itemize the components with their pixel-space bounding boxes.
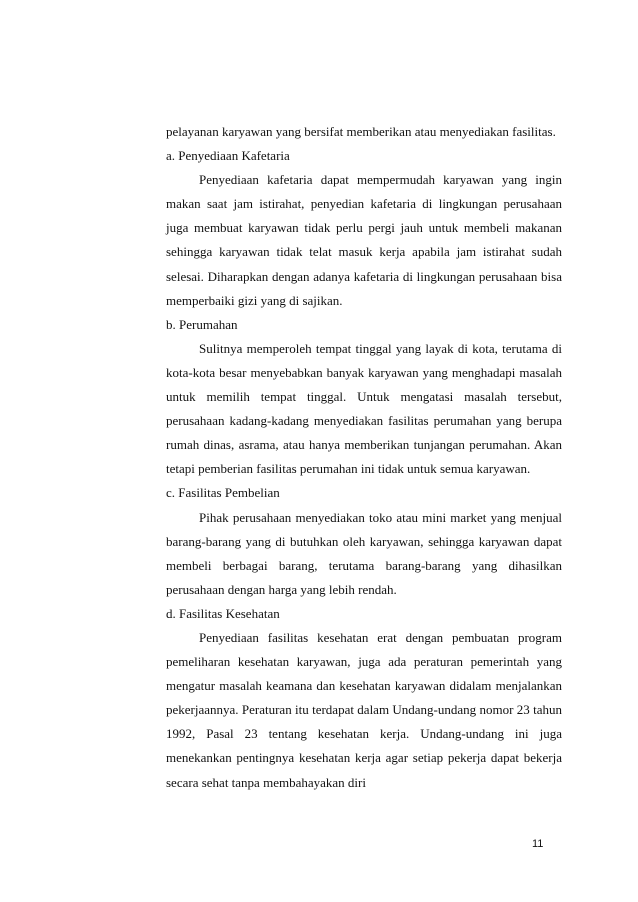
page-body bbox=[166, 120, 562, 795]
section-body-perumahan: Sulitnya memperoleh tempat tinggal yang layak di kota, terutama di kota-kota besar menyebabkan banyak karyawan yang menghadapi masalah untuk memilih tempat tinggal. Untuk mengatasi masalah tersebut, perusahaan kadang-kadang menyediakan fasilitas perumahan yang berupa rumah dinas, asrama, atau hanya memberikan tunjangan perumahan. Akan tetapi pemberian fasilitas perumahan ini tidak untuk semua karyawan. bbox=[166, 340, 562, 477]
section-heading-perumahan: b. Perumahan bbox=[166, 316, 238, 332]
section-body-kafetaria: Penyediaan kafetaria dapat mempermudah karyawan yang ingin makan saat jam istirahat, penyedian kafetaria di lingkungan perusahaan juga membuat karyawan tidak perlu pergi jauh untuk membeli makanan sehingga karyawan tidak telat masuk kerja apabila jam istirahat sudah selesai. Diharapkan dengan adanya kafetaria di lingkungan perusahaan bisa memperbaiki gizi yang di sajikan. bbox=[166, 172, 562, 308]
section-heading-kesehatan: d. Fasilitas Kesehatan bbox=[166, 605, 280, 621]
page-number: 11 bbox=[532, 838, 544, 850]
section-body-pembelian: Pihak perusahaan menyediakan toko atau mini market yang menjual barang-barang yang di butuhkan oleh karyawan, sehingga karyawan dapat membeli berbagai barang, terutama barang-barang yang dihasilkan perusahaan dengan harga yang lebih rendah. bbox=[166, 509, 562, 597]
section-body-kesehatan: Penyediaan fasilitas kesehatan erat dengan pembuatan program pemeliharan kesehatan karyawan, juga ada peraturan pemerintah yang mengatur masalah keamana dan kesehatan karyawan didalam menjalankan pekerjaannya. Peraturan itu terdapat dalam Undang-undang nomor 23 tahun 1992, Pasal 23 tentang kesehatan kerja. Undang-undang ini juga menekankan pentingnya kesehatan kerja agar setiap pekerja dapat bekerja secara sehat tanpa membahayakan diri bbox=[166, 629, 562, 790]
intro-paragraph: pelayanan karyawan yang bersifat memberikan atau menyediakan fasilitas. bbox=[166, 124, 556, 139]
section-heading-pembelian: c. Fasilitas Pembelian bbox=[166, 485, 280, 501]
section-heading-kafetaria: a. Penyediaan Kafetaria bbox=[166, 148, 290, 164]
